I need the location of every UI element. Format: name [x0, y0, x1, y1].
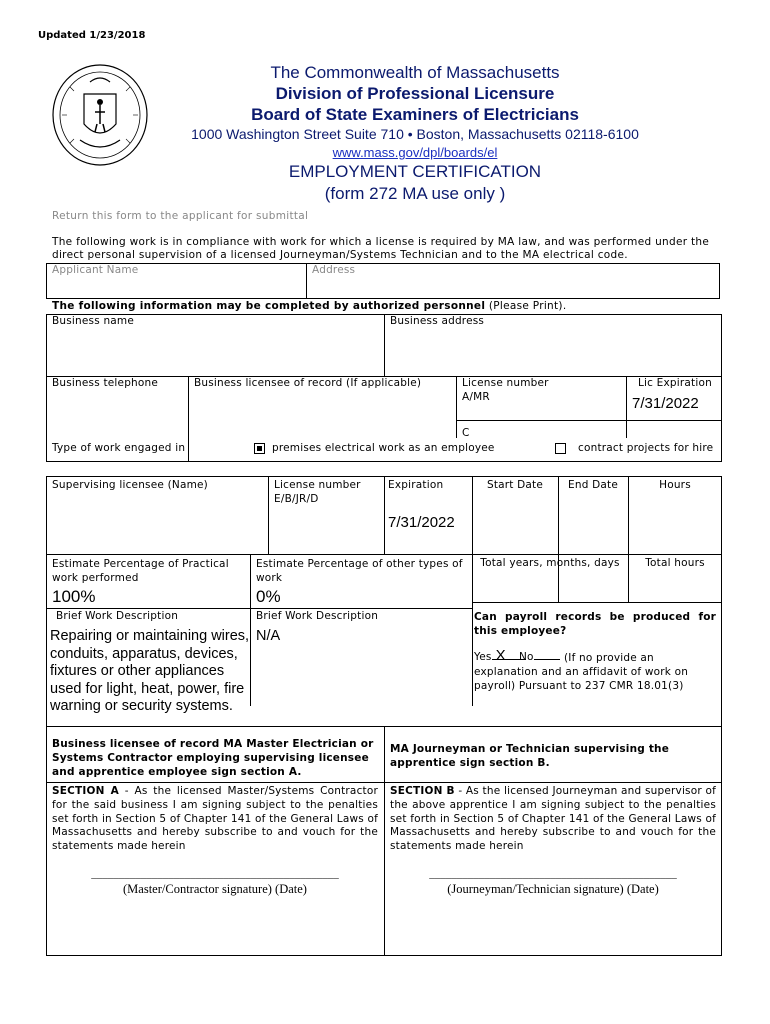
lic-expiration-value[interactable]: 7/31/2022: [632, 395, 699, 412]
return-note: Return this form to the applicant for submittal: [52, 210, 309, 222]
section-a-signature-caption: (Master/Contractor signature) (Date): [123, 882, 307, 896]
brief-description-1-value[interactable]: Repairing or maintaining wires, conduits, apparatus, devices, fixtures or other appliances used for light, heat, power, fire warning or security systems.: [50, 628, 250, 714]
contract-work-option: contract projects for hire: [578, 442, 714, 454]
practical-percent-value[interactable]: 100%: [52, 587, 96, 606]
employee-work-option: premises electrical work as an employee: [272, 442, 495, 454]
business-licensee-field[interactable]: Business licensee of record (If applicable): [194, 377, 422, 389]
brief-description-2-label: Brief Work Description: [256, 610, 379, 622]
form-subtitle: (form 272 MA use only ): [324, 184, 506, 203]
license-number-label: License number: [462, 377, 549, 389]
license-number-field[interactable]: A/MR: [462, 391, 490, 403]
lic-expiration-label: Lic Expiration: [638, 377, 712, 389]
total-years-field[interactable]: Total years, months, days: [480, 557, 620, 569]
board-website-link[interactable]: www.mass.gov/dpl/boards/el: [332, 145, 498, 160]
updated-date: Updated 1/23/2018: [38, 30, 146, 41]
supervising-expiration-label: Expiration: [388, 479, 444, 491]
contract-work-checkbox[interactable]: [555, 443, 566, 454]
hours-field[interactable]: Hours: [659, 479, 691, 491]
board-name: Board of State Examiners of Electricians: [251, 105, 579, 124]
applicant-name-field[interactable]: Applicant Name: [52, 264, 139, 276]
business-name-field[interactable]: Business name: [52, 315, 135, 327]
authorized-note: The following information may be completed by authorized personnel (Please Print).: [52, 300, 567, 312]
section-b-signature-line[interactable]: _____________________________________________: [429, 868, 677, 880]
supervising-name-field[interactable]: Supervising licensee (Name): [52, 479, 208, 491]
division-name: Division of Professional Licensure: [275, 84, 555, 103]
license-class-c: C: [462, 427, 470, 439]
work-type-label: Type of work engaged in: [52, 442, 186, 454]
payroll-no-option[interactable]: No: [519, 651, 560, 663]
section-a-text: SECTION A - As the licensed Master/Systems Contractor for the said business I am signing subject to the penalties set forth in Section 5 of Chapter 141 of the General Laws of Massachusetts and hereby subscribe to and vouch for the statements made herein: [52, 785, 378, 853]
section-b-text: SECTION B - As the licensed Journeyman and supervisor of the above apprentice I am signing subject to the penalties set forth in Section 5 of Chapter 141 of the General Laws of Massachusetts and hereby subscribe to and vouch for the statements made herein: [390, 785, 716, 853]
other-percent-value[interactable]: 0%: [256, 587, 281, 606]
payroll-question: Can payroll records be produced for this employee?: [474, 611, 716, 637]
section-a-signature-line[interactable]: _____________________________________________: [91, 868, 339, 880]
intro-text: The following work is in compliance with work for which a license is required by MA law, and was performed under the direct personal supervision of a licensed Journeyman/Systems Technician and to the MA electrical code.: [52, 236, 710, 261]
board-address: 1000 Washington Street Suite 710 • Boston, Massachusetts 02118-6100: [191, 126, 639, 142]
supervising-license-field[interactable]: E/B/JR/D: [274, 493, 319, 505]
supervising-expiration-value[interactable]: 7/31/2022: [388, 514, 455, 531]
supervising-license-label: License number: [274, 479, 361, 491]
form-title: EMPLOYMENT CERTIFICATION: [288, 162, 542, 181]
end-date-field[interactable]: End Date: [568, 479, 618, 491]
payroll-yes-option[interactable]: Yes X: [474, 651, 526, 663]
agency-name: The Commonwealth of Massachusetts: [270, 63, 560, 82]
applicant-box: [46, 263, 720, 299]
business-address-field[interactable]: Business address: [390, 315, 485, 327]
other-percent-label: Estimate Percentage of other types of work: [256, 558, 463, 584]
start-date-field[interactable]: Start Date: [486, 479, 544, 491]
employee-work-checkbox[interactable]: [254, 443, 265, 454]
applicant-address-field[interactable]: Address: [312, 264, 356, 276]
practical-percent-label: Estimate Percentage of Practical work performed: [52, 558, 229, 584]
payroll-note: (If no provide an explanation and an affidavit of work on payroll) Pursuant to 237 CMR 18.01(3): [474, 652, 689, 692]
section-b-signature-caption: (Journeyman/Technician signature) (Date): [447, 882, 659, 896]
massachusetts-seal: [50, 62, 150, 168]
business-telephone-field[interactable]: Business telephone: [52, 377, 159, 389]
total-hours-field[interactable]: Total hours: [645, 557, 705, 569]
brief-description-1-label: Brief Work Description: [56, 610, 179, 622]
section-b-heading: MA Journeyman or Technician supervising the apprentice sign section B.: [390, 743, 670, 769]
payroll-yes-mark: X: [495, 647, 506, 664]
brief-description-2-value[interactable]: N/A: [256, 628, 281, 644]
section-a-heading: Business licensee of record MA Master Electrician or Systems Contractor employing supervising licensee and apprentice employee sign section A.: [52, 738, 374, 778]
